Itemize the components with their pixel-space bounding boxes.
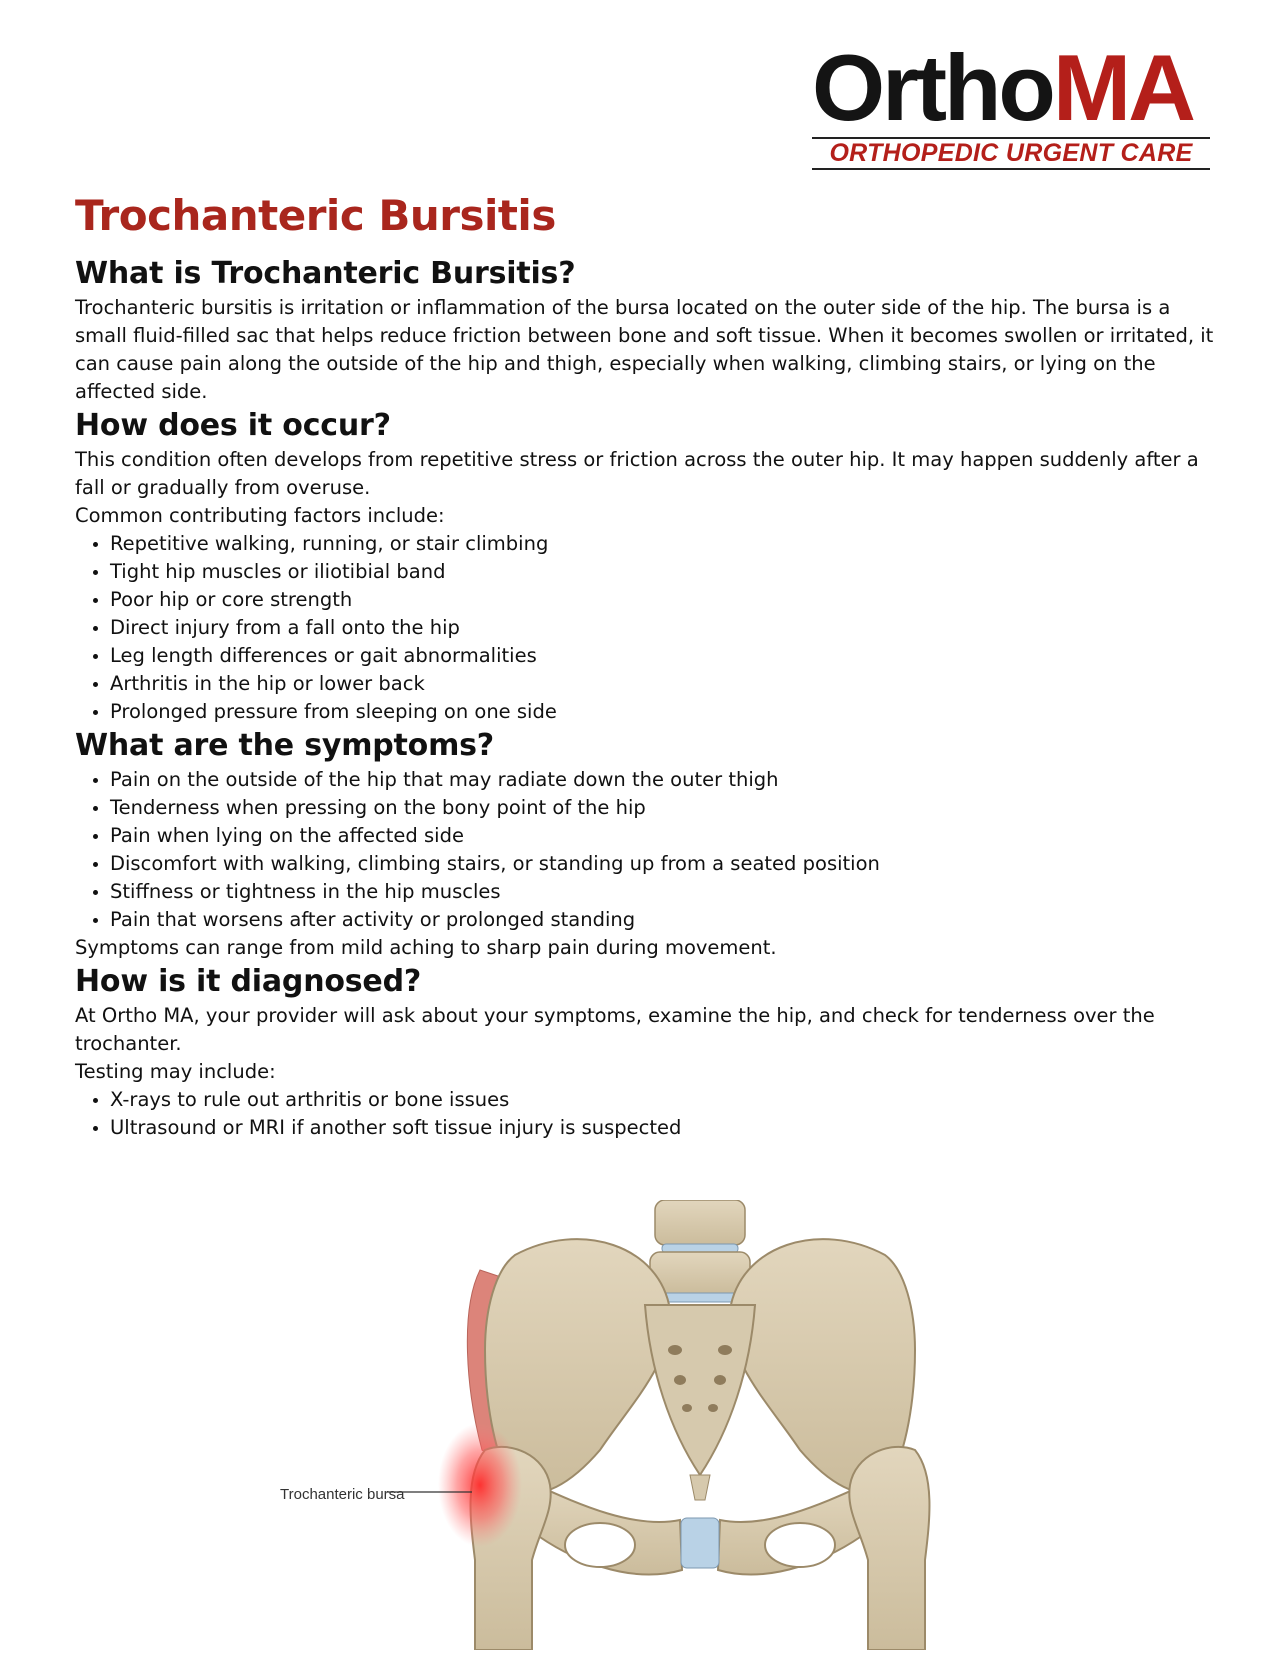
document-body (75, 188, 1215, 1142)
lumbar-spine (650, 1200, 750, 1302)
list-item: • Poor hip or core strength (110, 586, 1215, 614)
logo-word-ortho: Ortho (812, 35, 1053, 140)
list-item: • Tight hip muscles or iliotibial band (110, 558, 1215, 586)
trochanteric-bursa-highlight (438, 1423, 522, 1547)
list-item: • Tenderness when pressing on the bony point of the hip (110, 794, 1215, 822)
section-symptoms (75, 726, 1215, 962)
list-intro: Testing may include: (75, 1060, 276, 1083)
list-intro: Common contributing factors include: (75, 504, 445, 527)
list-item: • Pain on the outside of the hip that may radiate down the outer thigh (110, 766, 1215, 794)
coccyx (690, 1475, 710, 1500)
orthoma-logo (812, 35, 1210, 170)
section-heading: How does it occur? (75, 408, 391, 443)
section-heading: How is it diagnosed? (75, 964, 422, 999)
section-how-occur (75, 406, 1215, 726)
pelvis-drawing (270, 1200, 970, 1650)
pubic-symphysis (681, 1518, 719, 1568)
list-item: • Ultrasound or MRI if another soft tissue injury is suspected (110, 1114, 1215, 1142)
section-paragraph: Trochanteric bursitis is irritation or inflammation of the bursa located on the outer side of the hip. The bursa is a small fluid-filled sac that helps reduce friction between bone and soft tissue. When it becomes swollen or irritated, it can cause pain along the outside of the hip and thigh, especially when walking, climbing stairs, or lying on the affected side. (75, 296, 1214, 403)
section-heading: What is Trochanteric Bursitis? (75, 256, 576, 291)
section-heading: What are the symptoms? (75, 728, 495, 763)
left-obturator-foramen (565, 1523, 635, 1567)
section-paragraph: At Ortho MA, your provider will ask about your symptoms, examine the hip, and check for tenderness over the trochanter. (75, 1004, 1155, 1055)
right-obturator-foramen (765, 1523, 835, 1567)
list-item: • Repetitive walking, running, or stair climbing (110, 530, 1215, 558)
factors-list (75, 530, 1215, 726)
list-item: • Direct injury from a fall onto the hip (110, 614, 1215, 642)
list-item: • Prolonged pressure from sleeping on one side (110, 698, 1215, 726)
section-note: Symptoms can range from mild aching to sharp pain during movement. (75, 936, 777, 959)
list-item: • Pain that worsens after activity or prolonged standing (110, 906, 1215, 934)
list-item: • Stiffness or tightness in the hip muscles (110, 878, 1215, 906)
list-item: • Arthritis in the hip or lower back (110, 670, 1215, 698)
section-diagnosed (75, 962, 1215, 1142)
testing-list (75, 1086, 1215, 1142)
trochanteric-bursa-label: Trochanteric bursa (280, 1486, 405, 1503)
logo-divider-bottom (812, 168, 1210, 170)
logo-tagline: ORTHOPEDIC URGENT CARE (829, 139, 1193, 167)
list-item: • Discomfort with walking, climbing stairs, or standing up from a seated position (110, 850, 1215, 878)
logo-word-ma: MA (1052, 35, 1194, 140)
right-femur (849, 1447, 929, 1650)
list-item: • Pain when lying on the affected side (110, 822, 1215, 850)
list-item: • X-rays to rule out arthritis or bone issues (110, 1086, 1215, 1114)
sacrum (645, 1305, 755, 1475)
pelvis-illustration (270, 1200, 970, 1650)
symptoms-list (75, 766, 1215, 934)
list-item: • Leg length differences or gait abnormalities (110, 642, 1215, 670)
logo-wordmark (812, 35, 1210, 140)
section-paragraph: This condition often develops from repetitive stress or friction across the outer hip. It may happen suddenly after a fall or gradually from overuse. (75, 448, 1199, 499)
section-what-is (75, 254, 1215, 406)
page-title: Trochanteric Bursitis (75, 191, 556, 240)
